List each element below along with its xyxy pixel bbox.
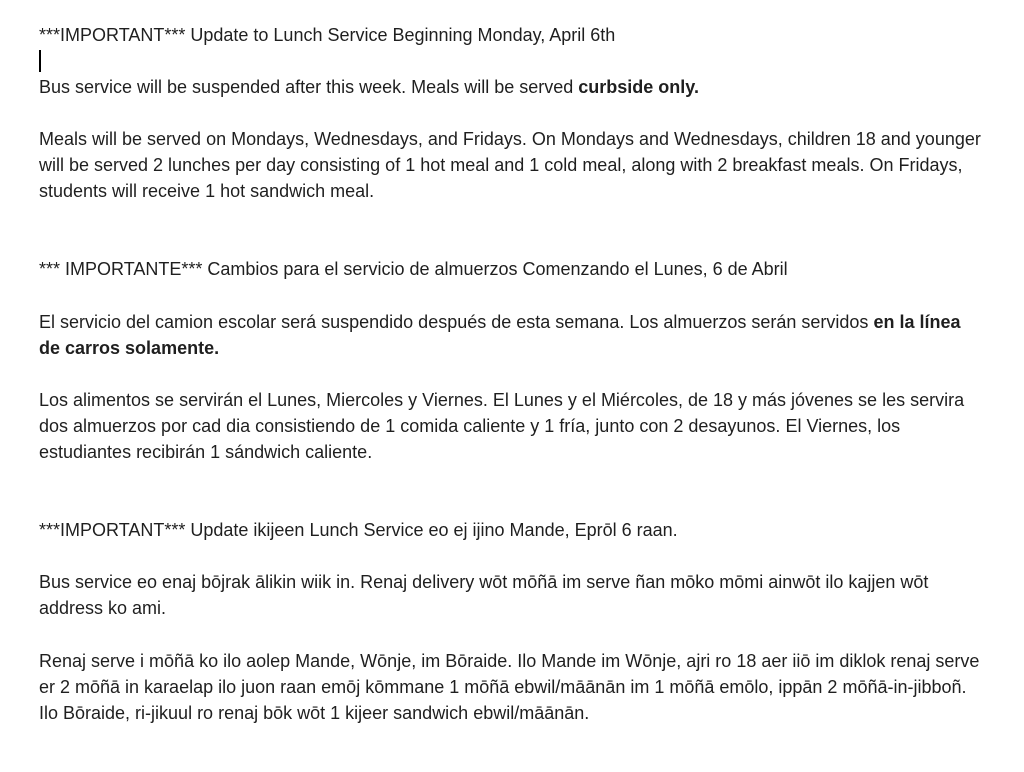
marshallese-heading: ***IMPORTANT*** Update ikijeen Lunch Service eo ej ijino Mande, Eprōl 6 raan. [39,520,678,540]
spanish-bus-bold: en la línea de carros solamente. [39,312,961,358]
spanish-heading: *** IMPORTANTE*** Cambios para el servicio de almuerzos Comenzando el Lunes, 6 de Abril [39,259,788,279]
english-bus-text: Bus service will be suspended after this week. Meals will be served [39,77,579,97]
english-bus-bold: curbside only. [578,77,699,97]
english-meals-paragraph: Meals will be served on Mondays, Wednesdays, and Fridays. On Mondays and Wednesdays, children 18 and younger will be served 2 lunches per day consisting of 1 hot meal and 1 cold meal, along with 2 breakfast meals. On Fridays, students will receive 1 hot sandwich meal. [39,129,981,201]
text-cursor [39,50,41,72]
spanish-bus-text: El servicio del camion escolar será suspendido después de esta semana. Los almuerzos serán servidos [39,312,874,332]
marshallese-bus-paragraph: Bus service eo enaj bōjrak ālikin wiik in. Renaj delivery wōt mōñā im serve ñan mōko mōmi ainwōt ilo kajjen wōt address ko ami. [39,572,929,618]
spanish-bus-paragraph [39,309,984,361]
marshallese-meals-paragraph: Renaj serve i mōñā ko ilo aolep Mande, Wōnje, im Bōraide. Ilo Mande im Wōnje, ajri ro 18 aer iiō im diklok renaj serve er 2 mōñā in karaelap ilo juon raan emōj kōmmane 1 mōñā ebwil/māānān im 1 mōñā emōlo, ippān 2 mōñā-in-jibboñ. Ilo Bōraide, ri-jikuul ro renaj bōk wōt 1 kijeer sandwich ebwil/māānān. [39,651,980,723]
english-bus-paragraph [39,74,984,100]
english-heading: ***IMPORTANT*** Update to Lunch Service Beginning Monday, April 6th [39,25,616,45]
spanish-meals-paragraph: Los alimentos se servirán el Lunes, Miercoles y Viernes. El Lunes y el Miércoles, de 18 y más jóvenes se les servira dos almuerzos por cad dia consistiendo de 1 comida caliente y 1 fría, junto con 2 desayunos. El Viernes, los estudiantes recibirán 1 sándwich caliente. [39,390,965,462]
